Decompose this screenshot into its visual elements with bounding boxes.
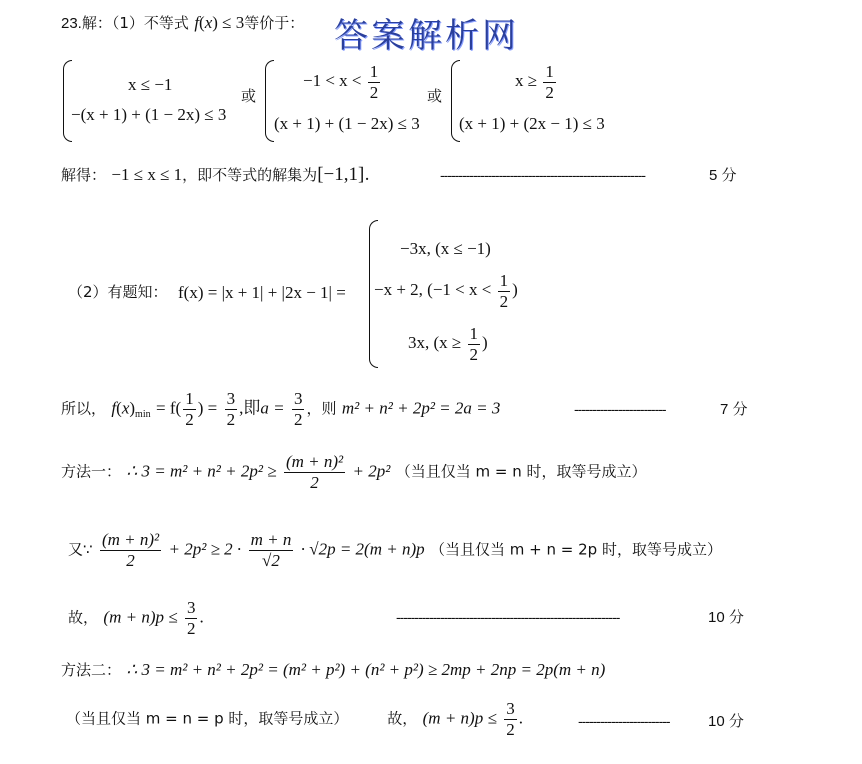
score-5: 5 分 xyxy=(709,167,737,184)
because-condition: （当且仅当 m + n = 2p 时，取等号成立） xyxy=(430,540,722,559)
score-dashes-10b: ------------------------- xyxy=(578,713,670,729)
equivalent-text: 等价于： xyxy=(244,14,305,32)
question-header: 23.解：（1）不等式 f(x) ≤ 3等价于： xyxy=(61,13,305,32)
or-2: 或 xyxy=(427,87,443,105)
solve-middle-text: ，即不等式的解集为 xyxy=(182,166,318,184)
because-line: 又∵ $\frac{\text{(m + n)²}}{2}$ + 2p² ≥ 2 · $\frac{m + n}{√2}$ · √2p = 2(m + n)p （当且仅当 m + n = 2p 时，取等号成立） xyxy=(68,530,722,570)
brace-system-1 xyxy=(63,60,72,142)
score-7: 7 分 xyxy=(720,401,748,418)
system3-top: x ≥ $\frac{1}{2}$ xyxy=(515,62,554,102)
fraction-half: $\frac{1}{2}$ xyxy=(545,62,554,102)
method2-expression: ∴ 3 = m² + n² + 2p² = (m² + p²) + (n² + p²) ≥ 2mp + 2np = 2p(m + n) xyxy=(126,660,606,679)
solve-inequality: −1 ≤ x ≤ 1 xyxy=(111,165,183,184)
minimum-line: 所以， $f(x)_{min} = f$( $\frac{1}{2}$ ) = $\frac{3}{2}$ ,即a = $\frac{3}{2}$ ，则 m² + n² + 2p² = 2a = 3 xyxy=(61,389,501,429)
solution-line: 解得： −1 ≤ x ≤ 1，即不等式的解集为[−1,1]. xyxy=(61,164,370,185)
brace-system-2 xyxy=(265,60,274,142)
method2-conclusion: （当且仅当 m = n = p 时，取等号成立） 故， (m + n)p ≤ $\frac{3}{2}$ . xyxy=(66,699,523,739)
system1-top: x ≤ −1 xyxy=(128,75,173,94)
inequality-fx: f xyxy=(194,13,200,32)
question-number: 23. xyxy=(61,15,82,32)
constraint-equation: m² + n² + 2p² = 2a = 3 xyxy=(341,398,501,418)
system2-top: −1 < x < $\frac{1}{2}$ xyxy=(303,62,379,102)
system3-bottom: (x + 1) + (2x − 1) ≤ 3 xyxy=(459,114,605,133)
score-10b: 10 分 xyxy=(708,713,744,730)
method2-condition: （当且仅当 m = n = p 时，取等号成立） xyxy=(66,709,349,728)
piecewise-function-def: f(x) = |x + 1| + |2x − 1| = xyxy=(178,283,346,302)
piece-2: −x + 2, (−1 < x < $\frac{1}{2}$ ) xyxy=(374,271,518,311)
solve-label: 解得： xyxy=(61,166,107,184)
or-1: 或 xyxy=(241,87,257,105)
solution-set: [−1,1] xyxy=(317,164,365,185)
part2-label: （2）有题知： xyxy=(68,283,168,301)
part1-intro: 解：（1）不等式 xyxy=(81,14,189,32)
score-10a: 10 分 xyxy=(708,609,744,626)
system2-bottom: (x + 1) + (1 − 2x) ≤ 3 xyxy=(274,114,420,133)
watermark: 答案解析网 xyxy=(334,16,519,56)
method2-line: 方法二： ∴ 3 = m² + n² + 2p² = (m² + p²) + (n² + p²) ≥ 2mp + 2np = 2p(m + n) xyxy=(61,660,606,679)
conclusion-line-1: 故， (m + n)p ≤ $\frac{3}{2}$ . xyxy=(68,598,204,638)
method1-condition: （当且仅当 m = n 时，取等号成立） xyxy=(395,462,647,481)
fraction-half: $\frac{1}{2}$ xyxy=(369,62,379,102)
method1-line: 方法一： ∴ 3 = m² + n² + 2p² ≥ $\frac{\text{(m + n)²}}{2}$ + 2p² （当且仅当 m = n 时，取等号成立） xyxy=(61,452,647,492)
score-dashes-7: ------------------------- xyxy=(574,401,666,417)
score-dashes-5: -------------------------------------------------------- xyxy=(440,167,646,183)
system1-bottom: −(x + 1) + (1 − 2x) ≤ 3 xyxy=(71,105,227,124)
piece-3: 3x, (x ≥ $\frac{1}{2}$ ) xyxy=(408,324,488,364)
score-dashes-10a: ------------------------------------------------------------- xyxy=(396,609,620,625)
piece-1: −3x, (x ≤ −1) xyxy=(400,239,491,258)
